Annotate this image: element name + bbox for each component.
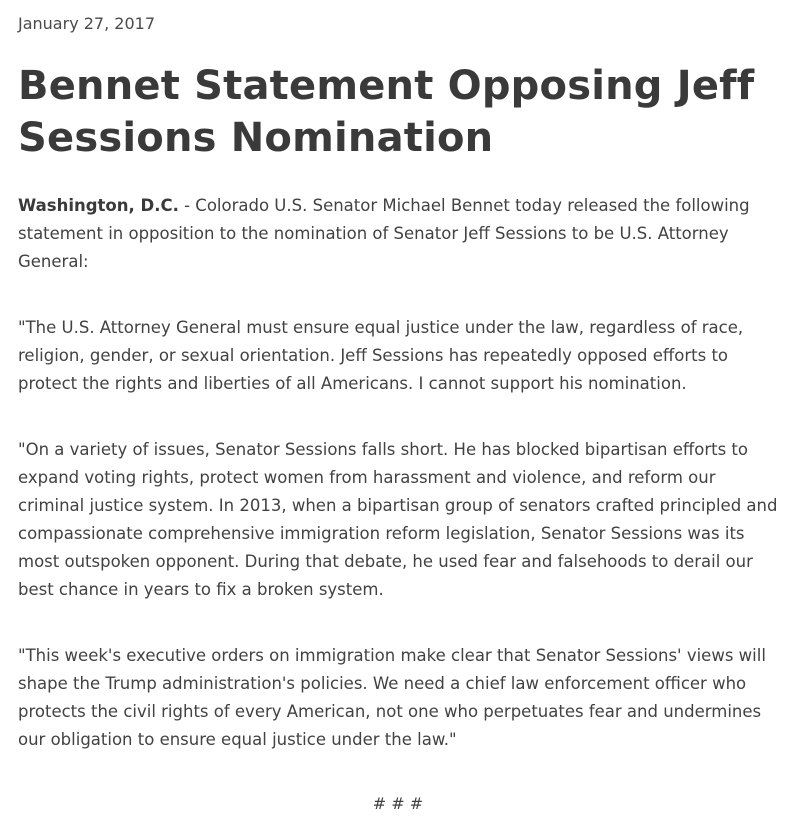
dateline: Washington, D.C. xyxy=(18,196,179,215)
statement-paragraph: "The U.S. Attorney General must ensure equal justice under the law, regardless of race, religion, gender, or sexual orientation. Jeff Sessions has repeatedly opposed efforts to protect the rights and liberties of all Americans. I cannot support his nomination. xyxy=(18,318,744,393)
page-title: Bennet Statement Opposing Jeff Sessions Nomination xyxy=(18,63,755,161)
intro-text: - Colorado U.S. Senator Michael Bennet today released the following statement in opposition to the nomination of Senator Jeff Sessions to be U.S. Attorney General: xyxy=(18,196,750,271)
publish-date: January 27, 2017 xyxy=(18,14,155,33)
statement-paragraph: "This week's executive orders on immigration make clear that Senator Sessions' views will shape the Trump administration's policies. We need a chief law enforcement officer who protects the civil rights of every American, not one who perpetuates fear and undermines our obligation to ensure equal justice under the law." xyxy=(18,646,766,749)
end-mark: # # # xyxy=(372,794,424,813)
intro-paragraph xyxy=(18,192,778,276)
statement-paragraph: "On a variety of issues, Senator Sessions falls short. He has blocked bipartisan efforts to expand voting rights, protect women from harassment and violence, and reform our criminal justice system. In 2013, when a bipartisan group of senators crafted principled and compassionate comprehensive immigration reform legislation, Senator Sessions was its most outspoken opponent. During that debate, he used fear and falsehoods to derail our best chance in years to fix a broken system. xyxy=(18,440,778,599)
